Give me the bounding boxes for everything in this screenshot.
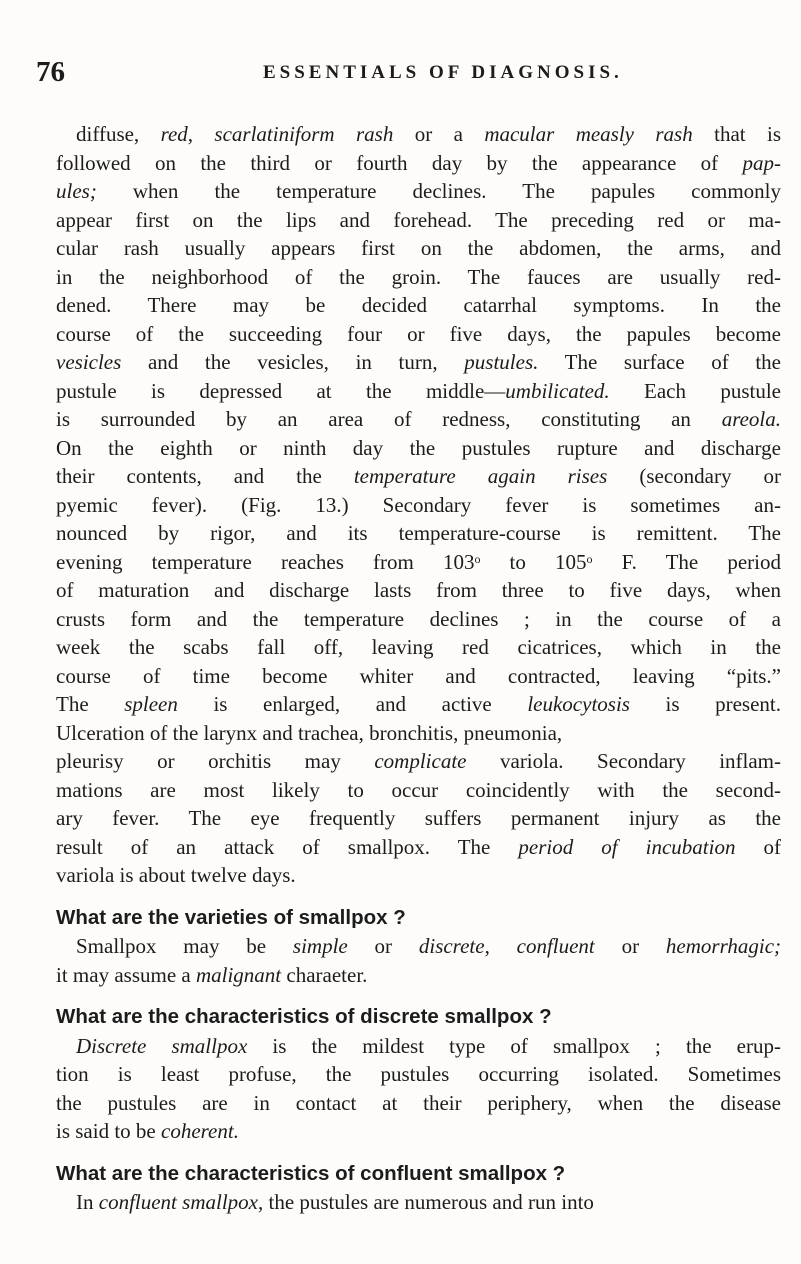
text-run: of maturation and discharge lasts from three to five days, when <box>56 578 781 602</box>
italic-text: ules; <box>56 179 97 203</box>
text-run: ary fever. The eye frequently suffers permanent injury as the <box>56 806 781 830</box>
text-run: pyemic fever). (Fig. 13.) Secondary fever is sometimes an- <box>56 492 781 517</box>
text-run: course of the succeeding four or five days, the papules become <box>56 321 781 346</box>
page-header <box>36 52 776 92</box>
text-run: is the mildest type of smallpox ; the erup- <box>247 1033 781 1058</box>
italic-text: umbilicated. <box>505 378 610 403</box>
text-run: , <box>484 934 517 958</box>
text-line <box>56 1089 781 1118</box>
italic-text: pap- <box>742 150 781 175</box>
text-line <box>56 576 781 605</box>
italic-text: discrete <box>418 934 485 958</box>
text-run: Smallpox may be <box>76 934 293 958</box>
text-line <box>56 348 781 377</box>
italic-text: hemorrhagic; <box>665 934 781 958</box>
text-line <box>56 719 781 748</box>
text-run: or <box>594 934 666 958</box>
text-run: variola is about twelve days. <box>56 863 296 887</box>
text-run: course of time become whiter and contracted, leaving “pits.” <box>56 663 781 688</box>
text-run: (secondary or <box>607 464 781 488</box>
text-run: The surface of the <box>538 350 781 374</box>
italic-text: red, scarlatiniform rash <box>160 122 394 146</box>
text-run: crusts form and the temperature declines ; in the course of a <box>56 606 781 631</box>
text-run: is present. <box>629 692 781 716</box>
text-run: is surrounded by an area of redness, constituting an <box>56 407 722 431</box>
text-line <box>56 206 781 235</box>
text-line <box>56 320 781 349</box>
italic-text: pustules. <box>464 350 539 374</box>
text-line <box>56 747 781 776</box>
text-line <box>56 1060 781 1089</box>
italic-text: malignant <box>195 962 282 987</box>
italic-text: leukocytosis <box>527 692 630 716</box>
text-run: evening temperature reaches from 103 <box>56 549 475 574</box>
text-line <box>56 690 781 719</box>
text-line <box>56 961 781 990</box>
text-run: mations are most likely to occur coincidently with the second- <box>56 777 781 802</box>
text-run: The <box>56 692 125 716</box>
text-line <box>56 462 781 491</box>
text-line <box>56 776 781 805</box>
italic-text: spleen <box>124 692 178 716</box>
text-run: diffuse, <box>76 122 161 146</box>
text-run: On the eighth or ninth day the pustules rupture and discharge <box>56 435 781 460</box>
text-run: is enlarged, and active <box>177 692 528 716</box>
text-run: Each pustule <box>609 378 781 403</box>
text-run: that is <box>692 122 781 146</box>
text-run: charaeter. <box>281 962 368 987</box>
text-line <box>56 434 781 463</box>
italic-text: Discrete smallpox <box>76 1033 248 1058</box>
text-line <box>56 491 781 520</box>
text-run: nounced by rigor, and its temperature-course is remittent. The <box>56 521 781 545</box>
text-run: cular rash usually appears first on the abdomen, the arms, and <box>56 236 781 260</box>
text-line <box>56 804 781 833</box>
text-line <box>56 633 781 662</box>
text-run: is said to be <box>56 1119 161 1143</box>
answer-paragraph <box>56 932 781 989</box>
text-run: the pustules are in contact at their periphery, when the disease <box>56 1090 781 1115</box>
text-line <box>56 833 781 862</box>
text-run: of <box>735 834 781 859</box>
text-line <box>56 291 781 320</box>
text-line <box>56 177 781 206</box>
answer-paragraph <box>56 1032 781 1146</box>
text-line <box>56 377 781 406</box>
question-heading: What are the characteristics of confluent smallpox ? <box>56 1161 566 1185</box>
text-run: or a <box>393 122 485 146</box>
text-line <box>56 1188 781 1217</box>
text-run: Ulceration of the larynx and trachea, bronchitis, pneumonia, <box>56 720 563 745</box>
italic-text: simple <box>292 934 348 958</box>
text-line <box>56 234 781 263</box>
text-line <box>56 1032 781 1061</box>
italic-text: areola. <box>721 407 781 431</box>
text-run: dened. There may be decided catarrhal symptoms. In the <box>56 293 781 317</box>
italic-text: period of incubation <box>518 834 736 859</box>
text-run: In <box>76 1190 99 1214</box>
italic-text: coherent. <box>161 1119 239 1143</box>
text-run: their contents, and the <box>56 464 354 488</box>
text-run: tion is least profuse, the pustules occurring isolated. Sometimes <box>56 1062 781 1086</box>
text-line <box>56 519 781 548</box>
text-run: , the pustules are numerous and run into <box>257 1190 594 1214</box>
text-run: it may assume a <box>56 962 196 987</box>
text-run: or <box>347 934 419 958</box>
text-run: pleurisy or orchitis may <box>56 749 375 773</box>
question-heading: What are the varieties of smallpox ? <box>56 905 406 929</box>
text-run: week the scabs fall off, leaving red cicatrices, which in the <box>56 635 781 659</box>
text-run: followed on the third or fourth day by the appearance of <box>56 150 743 175</box>
paragraph <box>56 120 781 890</box>
text-run: when the temperature declines. The papules commonly <box>96 179 781 203</box>
text-line <box>56 548 781 577</box>
text-run: result of an attack of smallpox. The <box>56 834 519 859</box>
text-line <box>56 1117 781 1146</box>
text-run: in the neighborhood of the groin. The fauces are usually red- <box>56 264 781 289</box>
text-run: appear first on the lips and forehead. The preceding red or ma- <box>56 207 781 232</box>
text-run: to 105 <box>480 549 587 574</box>
text-line <box>56 263 781 292</box>
running-head: ESSENTIALS OF DIAGNOSIS. <box>263 62 623 83</box>
text-line <box>56 605 781 634</box>
answer-paragraph <box>56 1188 781 1217</box>
text-run: and the vesicles, in turn, <box>121 350 465 374</box>
text-line <box>56 149 781 178</box>
italic-text: complicate <box>374 749 467 773</box>
text-line <box>56 861 781 890</box>
italic-text: vesicles <box>56 350 122 374</box>
text-line <box>56 120 781 149</box>
italic-text: confluent <box>516 934 595 958</box>
italic-text: temperature again rises <box>353 464 608 488</box>
text-line <box>56 662 781 691</box>
degree-mark: o <box>474 551 481 566</box>
text-line <box>56 405 781 434</box>
question-heading: What are the characteristics of discrete smallpox ? <box>56 1005 552 1028</box>
page-body <box>56 120 781 1217</box>
text-run: variola. Secondary inflam- <box>466 749 781 773</box>
text-line <box>56 932 781 961</box>
text-run: pustule is depressed at the middle— <box>56 378 506 403</box>
text-run: F. The period <box>592 549 781 574</box>
italic-text: confluent smallpox <box>98 1190 258 1214</box>
degree-mark: o <box>586 551 593 566</box>
page-number: 76 <box>36 56 65 88</box>
italic-text: macular measly rash <box>484 122 693 146</box>
